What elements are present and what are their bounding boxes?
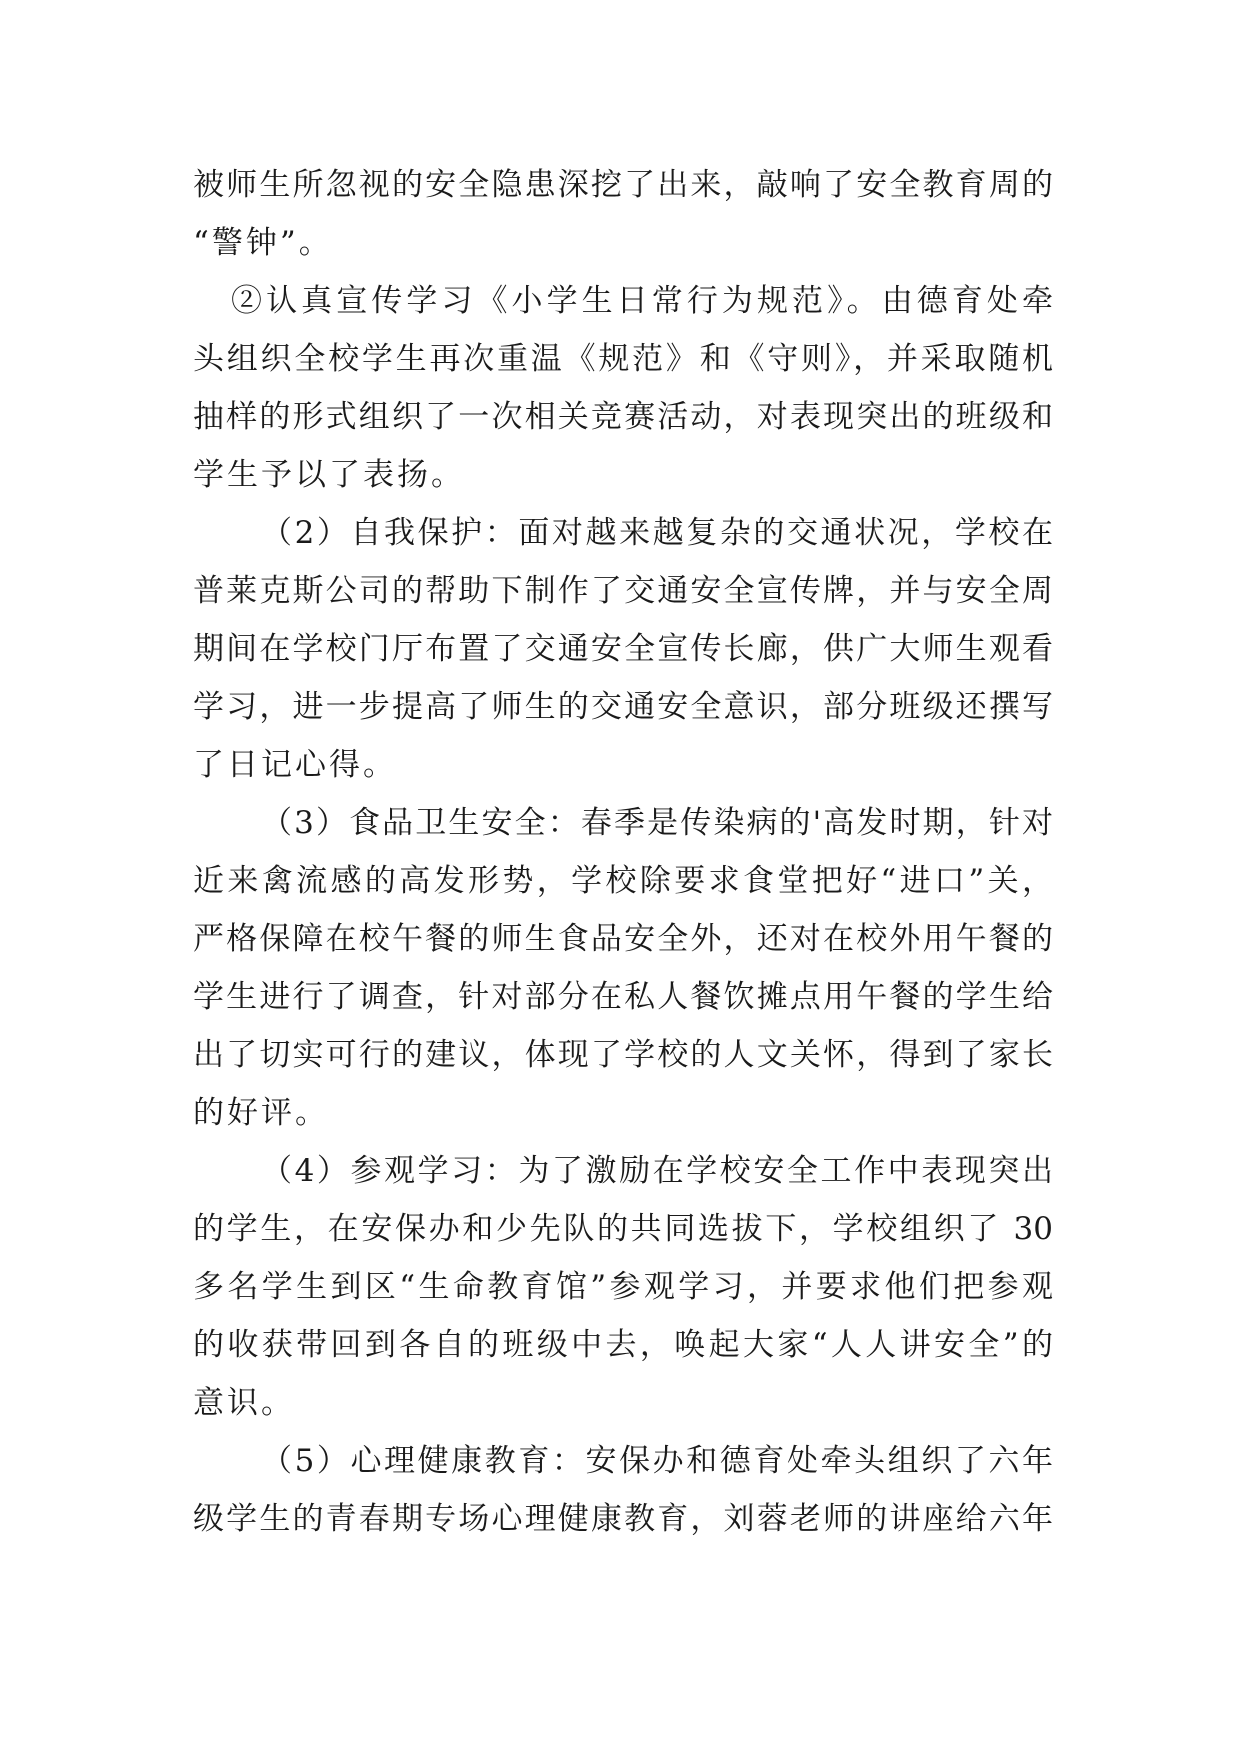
text-line: 头组织全校学生再次重温《规范》和《守则》，并采取随机 <box>193 341 1053 377</box>
text-line: ②认真宣传学习《小学生日常行为规范》。由德育处牵 <box>231 283 1053 319</box>
text-line: 多名学生到区“生命教育馆”参观学习，并要求他们把参观 <box>193 1269 1053 1305</box>
text-line: （5）心理健康教育：安保办和德育处牵头组织了六年 <box>261 1443 1053 1479</box>
paragraph-food-safety <box>193 794 1053 1142</box>
text-line: 了日记心得。 <box>193 747 397 783</box>
text-line: 学生予以了表扬。 <box>193 457 465 493</box>
text-line: 抽样的形式组织了一次相关竞赛活动，对表现突出的班级和 <box>193 399 1053 435</box>
text-line: “警钟”。 <box>193 225 333 261</box>
document-body <box>193 156 1053 1548</box>
text-line: 学习，进一步提高了师生的交通安全意识，部分班级还撰写 <box>193 689 1053 725</box>
text-line: 普莱克斯公司的帮助下制作了交通安全宣传牌，并与安全周 <box>193 573 1053 609</box>
text-line: 严格保障在校午餐的师生食品安全外，还对在校外用午餐的 <box>193 921 1053 957</box>
text-line: （4）参观学习：为了激励在学校安全工作中表现突出 <box>261 1153 1053 1189</box>
paragraph-behavior-norms <box>193 272 1053 504</box>
text-line: 级学生的青春期专场心理健康教育，刘蓉老师的讲座给六年 <box>193 1501 1053 1537</box>
text-line: （2）自我保护：面对越来越复杂的交通状况，学校在 <box>261 515 1053 551</box>
paragraph-warning-bell <box>193 156 1053 272</box>
text-line: 出了切实可行的建议，体现了学校的人文关怀，得到了家长 <box>193 1037 1053 1073</box>
paragraph-mental-health <box>193 1432 1053 1548</box>
text-line: 学生进行了调查，针对部分在私人餐饮摊点用午餐的学生给 <box>193 979 1053 1015</box>
text-line: 的学生，在安保办和少先队的共同选拔下，学校组织了 30 <box>193 1211 1053 1247</box>
text-line: 期间在学校门厅布置了交通安全宣传长廊，供广大师生观看 <box>193 631 1053 667</box>
text-line: （3）食品卫生安全：春季是传染病的'高发时期，针对 <box>261 805 1053 841</box>
text-line: 意识。 <box>193 1385 295 1421</box>
text-line: 被师生所忽视的安全隐患深挖了出来，敲响了安全教育周的 <box>193 167 1053 203</box>
paragraph-self-protection <box>193 504 1053 794</box>
paragraph-visit-study <box>193 1142 1053 1432</box>
text-line: 近来禽流感的高发形势，学校除要求食堂把好“进口”关， <box>193 863 1053 899</box>
text-line: 的收获带回到各自的班级中去，唤起大家“人人讲安全”的 <box>193 1327 1053 1363</box>
text-line: 的好评。 <box>193 1095 329 1131</box>
